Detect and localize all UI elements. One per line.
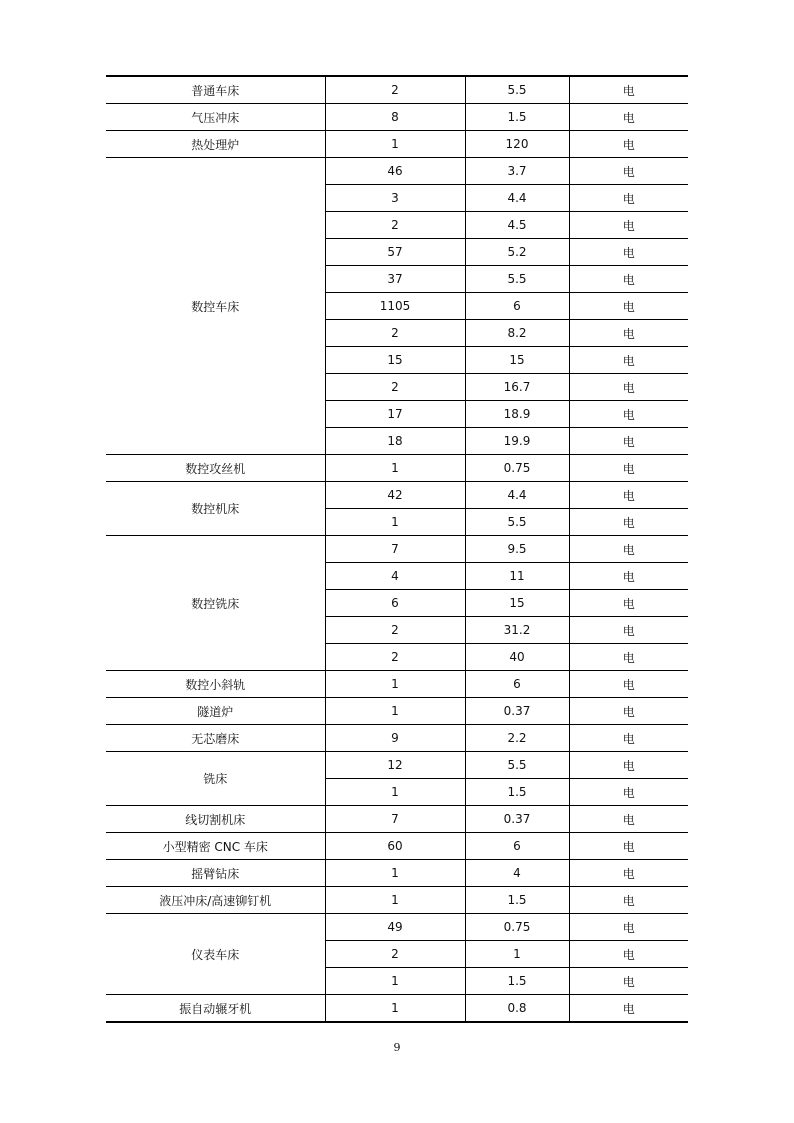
table-row — [106, 104, 688, 131]
quantity-cell: 1 — [325, 455, 465, 482]
table-row — [106, 536, 688, 563]
equipment-name-cell: 小型精密 CNC 车床 — [106, 833, 325, 860]
quantity-cell: 7 — [325, 536, 465, 563]
energy-cell: 电 — [569, 995, 688, 1023]
power-cell: 1.5 — [465, 887, 569, 914]
energy-cell: 电 — [569, 293, 688, 320]
quantity-cell: 1 — [325, 698, 465, 725]
table-row — [106, 76, 688, 104]
power-cell: 18.9 — [465, 401, 569, 428]
energy-cell: 电 — [569, 698, 688, 725]
equipment-name-cell: 仪表车床 — [106, 914, 325, 995]
power-cell: 4.4 — [465, 185, 569, 212]
energy-cell: 电 — [569, 752, 688, 779]
table-row — [106, 860, 688, 887]
table-row — [106, 671, 688, 698]
power-cell: 4.5 — [465, 212, 569, 239]
power-cell: 0.37 — [465, 698, 569, 725]
quantity-cell: 7 — [325, 806, 465, 833]
quantity-cell: 2 — [325, 212, 465, 239]
power-cell: 0.8 — [465, 995, 569, 1023]
equipment-name-cell: 无芯磨床 — [106, 725, 325, 752]
power-cell: 2.2 — [465, 725, 569, 752]
energy-cell: 电 — [569, 968, 688, 995]
quantity-cell: 2 — [325, 644, 465, 671]
power-cell: 1 — [465, 941, 569, 968]
energy-cell: 电 — [569, 941, 688, 968]
energy-cell: 电 — [569, 887, 688, 914]
power-cell: 120 — [465, 131, 569, 158]
equipment-name-cell: 数控小斜轨 — [106, 671, 325, 698]
energy-cell: 电 — [569, 617, 688, 644]
quantity-cell: 15 — [325, 347, 465, 374]
power-cell: 0.75 — [465, 455, 569, 482]
quantity-cell: 49 — [325, 914, 465, 941]
table-row — [106, 914, 688, 941]
power-cell: 0.37 — [465, 806, 569, 833]
power-cell: 5.5 — [465, 266, 569, 293]
quantity-cell: 46 — [325, 158, 465, 185]
equipment-name-cell: 摇臂钻床 — [106, 860, 325, 887]
table-row — [106, 995, 688, 1023]
power-cell: 16.7 — [465, 374, 569, 401]
quantity-cell: 2 — [325, 941, 465, 968]
quantity-cell: 4 — [325, 563, 465, 590]
energy-cell: 电 — [569, 482, 688, 509]
equipment-name-cell: 数控铣床 — [106, 536, 325, 671]
quantity-cell: 1 — [325, 995, 465, 1023]
table-row — [106, 725, 688, 752]
table-row — [106, 698, 688, 725]
power-cell: 5.2 — [465, 239, 569, 266]
equipment-table-body — [106, 76, 688, 1022]
power-cell: 5.5 — [465, 76, 569, 104]
equipment-name-cell: 铣床 — [106, 752, 325, 806]
quantity-cell: 9 — [325, 725, 465, 752]
equipment-name-cell: 数控机床 — [106, 482, 325, 536]
power-cell: 15 — [465, 347, 569, 374]
energy-cell: 电 — [569, 131, 688, 158]
energy-cell: 电 — [569, 536, 688, 563]
quantity-cell: 2 — [325, 76, 465, 104]
energy-cell: 电 — [569, 76, 688, 104]
power-cell: 40 — [465, 644, 569, 671]
table-row — [106, 806, 688, 833]
energy-cell: 电 — [569, 374, 688, 401]
power-cell: 31.2 — [465, 617, 569, 644]
energy-cell: 电 — [569, 860, 688, 887]
quantity-cell: 2 — [325, 374, 465, 401]
quantity-cell: 1 — [325, 671, 465, 698]
power-cell: 0.75 — [465, 914, 569, 941]
energy-cell: 电 — [569, 644, 688, 671]
energy-cell: 电 — [569, 320, 688, 347]
energy-cell: 电 — [569, 563, 688, 590]
equipment-name-cell: 热处理炉 — [106, 131, 325, 158]
energy-cell: 电 — [569, 158, 688, 185]
quantity-cell: 37 — [325, 266, 465, 293]
equipment-name-cell: 数控车床 — [106, 158, 325, 455]
power-cell: 6 — [465, 671, 569, 698]
equipment-name-cell: 隧道炉 — [106, 698, 325, 725]
table-row — [106, 752, 688, 779]
quantity-cell: 1 — [325, 131, 465, 158]
quantity-cell: 12 — [325, 752, 465, 779]
energy-cell: 电 — [569, 833, 688, 860]
quantity-cell: 1 — [325, 509, 465, 536]
quantity-cell: 6 — [325, 590, 465, 617]
quantity-cell: 2 — [325, 617, 465, 644]
power-cell: 1.5 — [465, 104, 569, 131]
power-cell: 19.9 — [465, 428, 569, 455]
energy-cell: 电 — [569, 428, 688, 455]
energy-cell: 电 — [569, 509, 688, 536]
table-row — [106, 158, 688, 185]
power-cell: 4 — [465, 860, 569, 887]
power-cell: 5.5 — [465, 509, 569, 536]
table-row — [106, 833, 688, 860]
equipment-table — [106, 75, 688, 1023]
power-cell: 15 — [465, 590, 569, 617]
power-cell: 5.5 — [465, 752, 569, 779]
quantity-cell: 1 — [325, 887, 465, 914]
power-cell: 6 — [465, 293, 569, 320]
energy-cell: 电 — [569, 455, 688, 482]
equipment-name-cell: 气压冲床 — [106, 104, 325, 131]
quantity-cell: 3 — [325, 185, 465, 212]
quantity-cell: 1 — [325, 779, 465, 806]
quantity-cell: 8 — [325, 104, 465, 131]
energy-cell: 电 — [569, 779, 688, 806]
quantity-cell: 2 — [325, 320, 465, 347]
energy-cell: 电 — [569, 401, 688, 428]
quantity-cell: 1 — [325, 860, 465, 887]
quantity-cell: 60 — [325, 833, 465, 860]
equipment-name-cell: 数控攻丝机 — [106, 455, 325, 482]
quantity-cell: 1 — [325, 968, 465, 995]
power-cell: 1.5 — [465, 779, 569, 806]
energy-cell: 电 — [569, 590, 688, 617]
table-row — [106, 455, 688, 482]
energy-cell: 电 — [569, 725, 688, 752]
quantity-cell: 18 — [325, 428, 465, 455]
energy-cell: 电 — [569, 914, 688, 941]
equipment-name-cell: 普通车床 — [106, 76, 325, 104]
quantity-cell: 42 — [325, 482, 465, 509]
quantity-cell: 1105 — [325, 293, 465, 320]
energy-cell: 电 — [569, 671, 688, 698]
power-cell: 8.2 — [465, 320, 569, 347]
table-row — [106, 131, 688, 158]
equipment-name-cell: 振自动辗牙机 — [106, 995, 325, 1023]
energy-cell: 电 — [569, 347, 688, 374]
page-number: 9 — [393, 1041, 401, 1054]
power-cell: 4.4 — [465, 482, 569, 509]
energy-cell: 电 — [569, 185, 688, 212]
energy-cell: 电 — [569, 806, 688, 833]
energy-cell: 电 — [569, 266, 688, 293]
quantity-cell: 17 — [325, 401, 465, 428]
power-cell: 11 — [465, 563, 569, 590]
power-cell: 3.7 — [465, 158, 569, 185]
power-cell: 9.5 — [465, 536, 569, 563]
quantity-cell: 57 — [325, 239, 465, 266]
table-row — [106, 482, 688, 509]
energy-cell: 电 — [569, 104, 688, 131]
power-cell: 1.5 — [465, 968, 569, 995]
energy-cell: 电 — [569, 239, 688, 266]
power-cell: 6 — [465, 833, 569, 860]
table-row — [106, 887, 688, 914]
equipment-name-cell: 液压冲床/高速铆钉机 — [106, 887, 325, 914]
equipment-name-cell: 线切割机床 — [106, 806, 325, 833]
energy-cell: 电 — [569, 212, 688, 239]
